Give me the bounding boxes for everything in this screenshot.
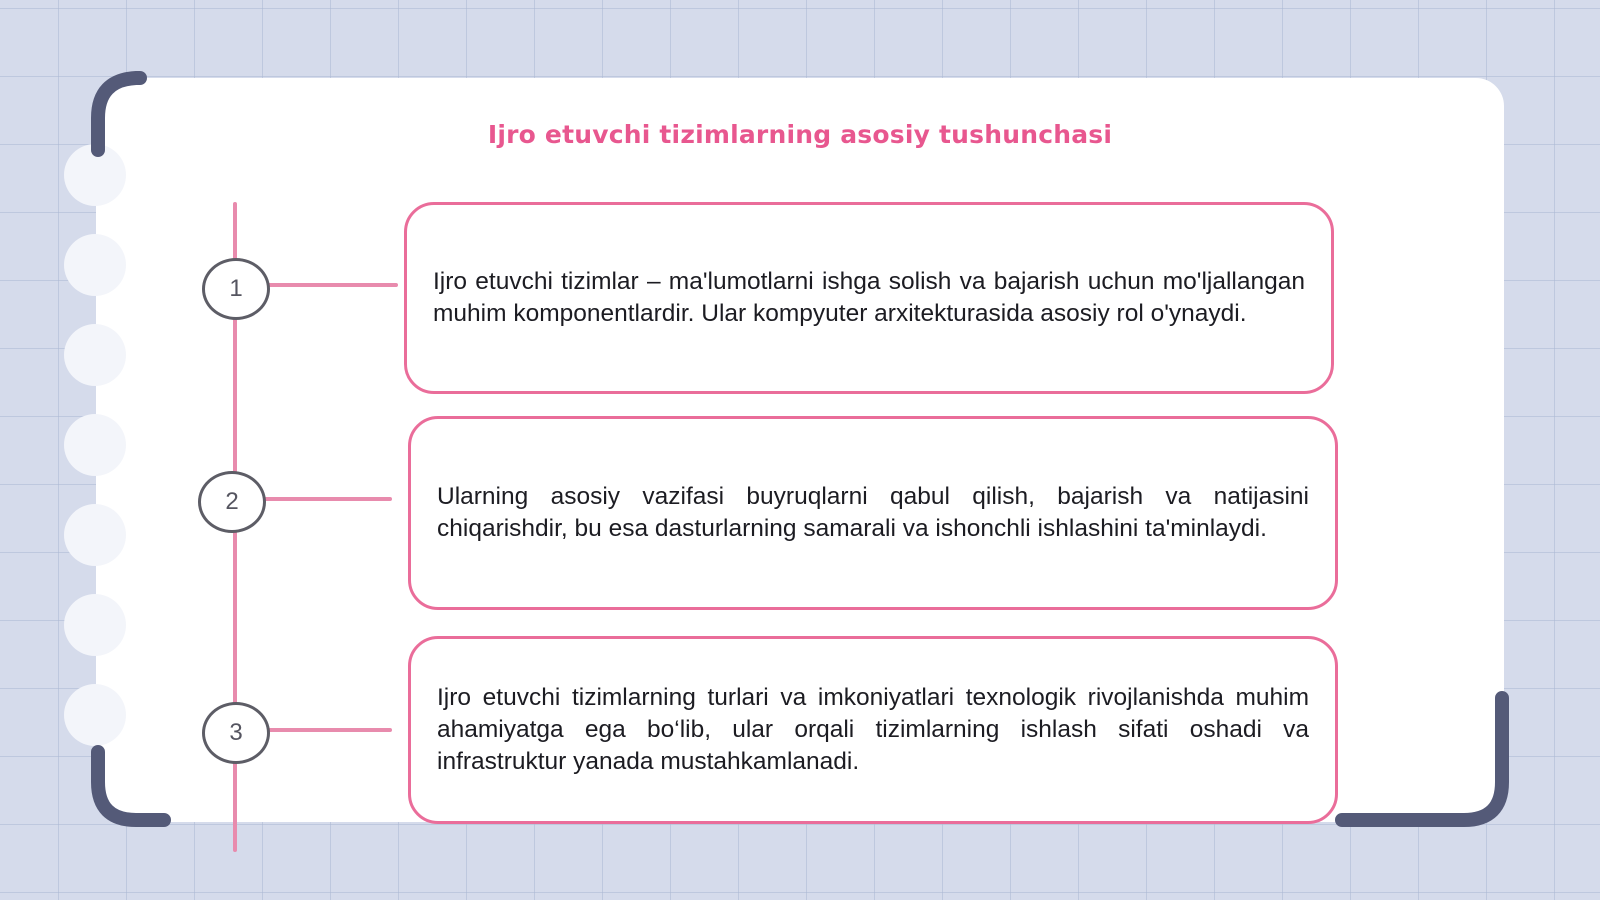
info-box (408, 636, 1338, 824)
card-scallop (64, 324, 126, 386)
info-box-text: Ijro etuvchi tizimlarning turlari va imkoniyatlari texnologik rivojlanishda muhim ahamiyatga ega bo‘lib, ular orqali tizimlarning ishlash sifati oshadi va infrastruktur yanada mustahkamlanadi. (437, 684, 1309, 775)
timeline-connector (262, 497, 392, 501)
timeline-connector (266, 283, 398, 287)
info-box-text: Ijro etuvchi tizimlar – ma'lumotlarni ishga solish va bajarish uchun mo'ljallangan muhim komponentlardir. Ular kompyuter arxitekturasida asosiy rol o'ynaydi. (433, 268, 1305, 327)
slide-title: Ijro etuvchi tizimlarning asosiy tushunchasi (487, 120, 1113, 149)
info-box (404, 202, 1334, 394)
card-scallop (64, 414, 126, 476)
card-scallop (64, 504, 126, 566)
timeline-connector (266, 728, 392, 732)
card-scallop (64, 234, 126, 296)
step-number-circle: 2 (198, 471, 266, 533)
card-scallop (64, 594, 126, 656)
info-box-text: Ularning asosiy vazifasi buyruqlarni qabul qilish, bajarish va natijasini chiqarishdir, bu esa dasturlarning samarali va ishonchli ishlashini ta'minlaydi. (437, 483, 1309, 542)
info-box (408, 416, 1338, 610)
card-scallop (64, 144, 126, 206)
step-number-circle: 3 (202, 702, 270, 764)
card-scallop (64, 684, 126, 746)
step-number-circle: 1 (202, 258, 270, 320)
